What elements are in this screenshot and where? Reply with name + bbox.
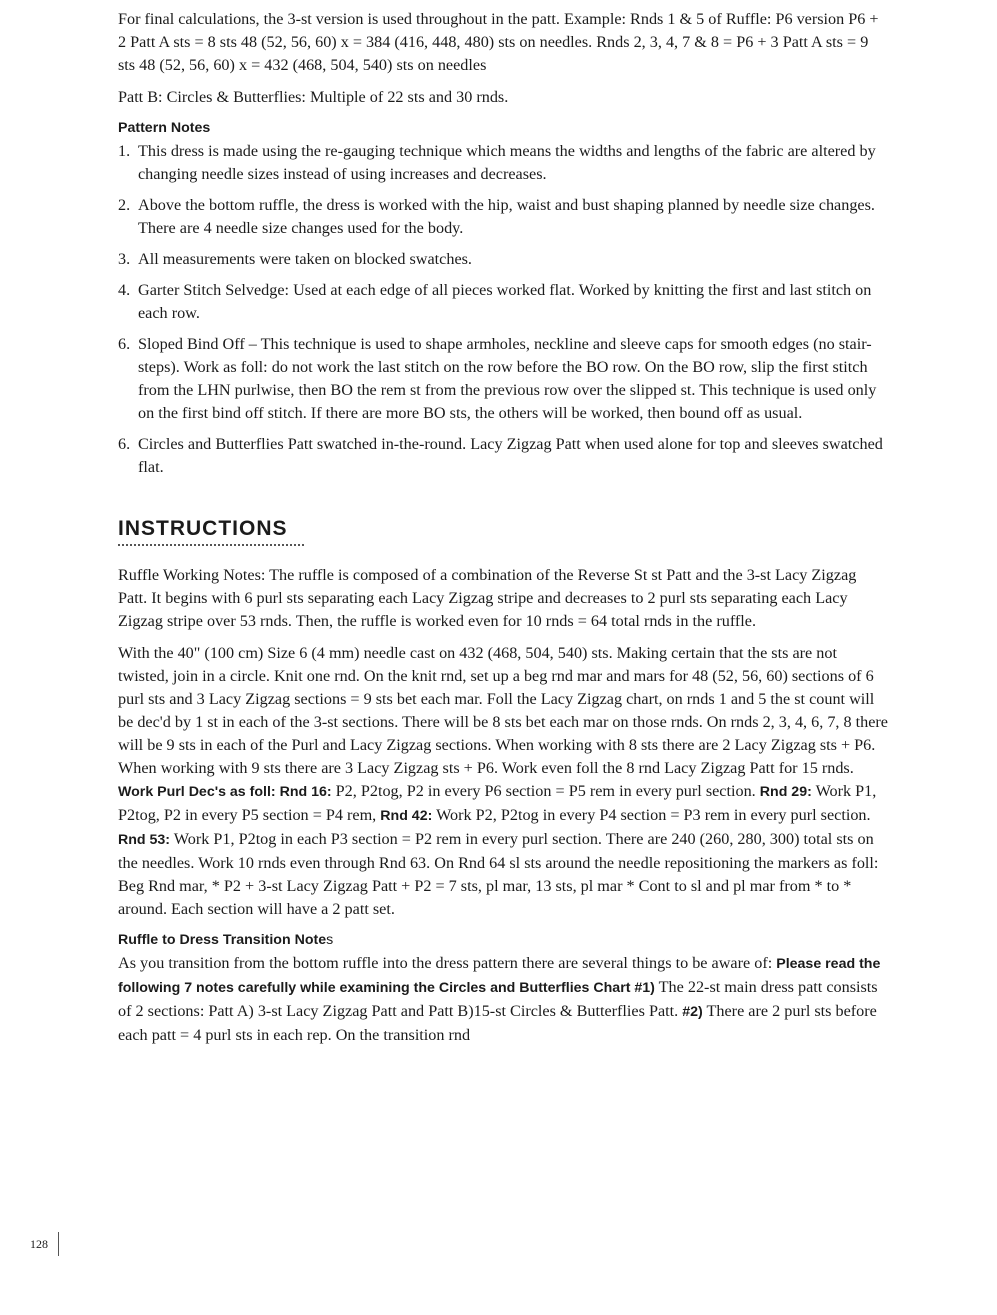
note-number: 6. (118, 335, 131, 353)
cast-on-paragraph (118, 642, 888, 921)
transition-text: As you transition from the bottom ruffle into the dress pattern there are several things to be aware of: (118, 954, 773, 972)
page-content (118, 8, 888, 1047)
instructions-heading: INSTRUCTIONS (118, 517, 288, 540)
rnd29-label: Rnd 29: (759, 784, 812, 800)
note-text: Above the bottom ruffle, the dress is worked with the hip, waist and bust shaping planned by needle size changes. There are 4 needle size changes used for the body. (138, 196, 875, 237)
note-text: This dress is made using the re-gauging technique which means the widths and lengths of the fabric are altered by changing needle sizes instead of using increases and decreases. (138, 142, 876, 183)
heading-dotted-rule (118, 544, 304, 546)
note-item (118, 333, 888, 425)
pattern-notes-title: Pattern Notes (118, 120, 211, 136)
rnd16-text: P2, P2tog, P2 in every P6 section = P5 rem in every purl section. (335, 782, 756, 800)
transition-title-bold: Ruffle to Dress Transition Note (118, 932, 327, 948)
note-number: 6. (118, 435, 131, 453)
purl-dec-label: Work Purl Dec's as foll: Rnd 16: (118, 784, 332, 800)
read-notes-label: Please read the following 7 notes carefully while examining the Circles and Butterflies Chart #1) (118, 956, 881, 996)
note-number: 2. (118, 196, 131, 214)
rnd53-text: Work P1, P2tog in each P3 section = P2 rem in every purl section. There are 240 (260, 280, 300) total sts on the needles. Work 10 rnds even through Rnd 63. On Rnd 64 sl sts around the needle repositioning the markers as foll: Beg Rnd mar, * P2 + 3-st Lacy Zigzag Patt + P2 = 7 sts, pl mar, 13 sts, pl mar * Cont to sl and pl mar from * to * around. Each section will have a 2 patt set. (118, 830, 879, 918)
cast-on-text: With the 40" (100 cm) Size 6 (4 mm) needle cast on 432 (468, 504, 540) sts. Making certain that the sts are not twisted, join in a circle. Knit one rnd. On the knit rnd, set up a beg rnd mar and mars for 48 (52, 56, 60) sections of 6 purl sts and 3 Lacy Zigzag sections = 9 sts bet each mar. Foll the Lacy Zigzag chart, on rnds 1 and 5 the st count will be dec'd by 1 st in each of the 3-st sections. There will be 8 sts bet each mar on those rnds. On rnds 2, 3, 4, 6, 7, 8 there will be 9 sts in each of the Purl and Lacy Zigzag sections. When working with 8 sts there are 2 Lacy Zigzag sts + P6. When working with 9 sts there are 3 Lacy Zigzag sts + P6. Work even foll the 8 rnd Lacy Zigzag Patt for 15 rnds. (118, 644, 888, 777)
page-number: 128 (30, 1232, 59, 1256)
rnd42-label: Rnd 42: (380, 808, 433, 824)
rnd42-text: Work P2, P2tog in every P4 section = P3 rem in every purl section. (436, 806, 871, 824)
pattern-notes-list (118, 140, 888, 479)
note-text: Circles and Butterflies Patt swatched in-the-round. Lacy Zigzag Patt when used alone for top and sleeves swatched flat. (138, 435, 883, 476)
transition-paragraph (118, 952, 888, 1047)
note-number: 4. (118, 281, 131, 299)
note-text: Garter Stitch Selvedge: Used at each edge of all pieces worked flat. Worked by knitting the first and last stitch on each row. (138, 281, 872, 322)
note-text: All measurements were taken on blocked swatches. (138, 250, 472, 268)
note-text: Sloped Bind Off – This technique is used to shape armholes, neckline and sleeve caps for smooth edges (no stair-steps). Work as foll: do not work the last stitch on the row before the BO row. On the BO row, slip the first stitch from the LHN purlwise, then BO the rem st from the previous row over the slipped st. This technique is used only on the first bind off stitch. If there are more BO sts, the others will be worked, then bound off as usual. (138, 335, 877, 422)
purl-sts-text: There are 2 purl sts before each patt = 4 purl sts in each rep. On the transition rnd (118, 1002, 877, 1044)
calculation-paragraph: For final calculations, the 3-st version is used throughout in the patt. Example: Rnds 1 & 5 of Ruffle: P6 version P6 + 2 Patt A sts = 8 sts 48 (52, 56, 60) x = 384 (416, 448, 480) sts on needles. Rnds 2, 3, 4, 7 & 8 = P6 + 3 Patt A sts = 9 sts 48 (52, 56, 60) x = 432 (468, 504, 540) sts on needles (118, 10, 879, 74)
note-2-label: #2) (682, 1004, 703, 1020)
transition-title-tail: s (326, 932, 334, 948)
note-item (118, 248, 888, 271)
note-item (118, 433, 888, 479)
note-item (118, 279, 888, 325)
patt-b-line: Patt B: Circles & Butterflies: Multiple of 22 sts and 30 rnds. (118, 88, 509, 106)
rnd53-label: Rnd 53: (118, 832, 171, 848)
note-item (118, 140, 888, 186)
patt-sections-text: The 22-st main dress patt consists of 2 sections: Patt A) 3-st Lacy Zigzag Patt and Patt B)15-st Circles & Butterflies Patt. (118, 978, 878, 1020)
ruffle-working-notes: Ruffle Working Notes: The ruffle is composed of a combination of the Reverse St st Patt and the 3-st Lacy Zigzag Patt. It begins with 6 purl sts separating each Lacy Zigzag stripe and decreases to 2 purl sts separating each Lacy Zigzag stripe over 53 rnds. Then, the ruffle is worked even for 10 rnds = 64 total rnds in the ruffle. (118, 566, 857, 630)
note-number: 1. (118, 142, 131, 160)
note-item (118, 194, 888, 240)
note-number: 3. (118, 250, 131, 268)
transition-notes-title (118, 930, 888, 950)
rnd29-text: Work P1, P2tog, P2 in every P5 section = P4 rem, (118, 782, 877, 824)
